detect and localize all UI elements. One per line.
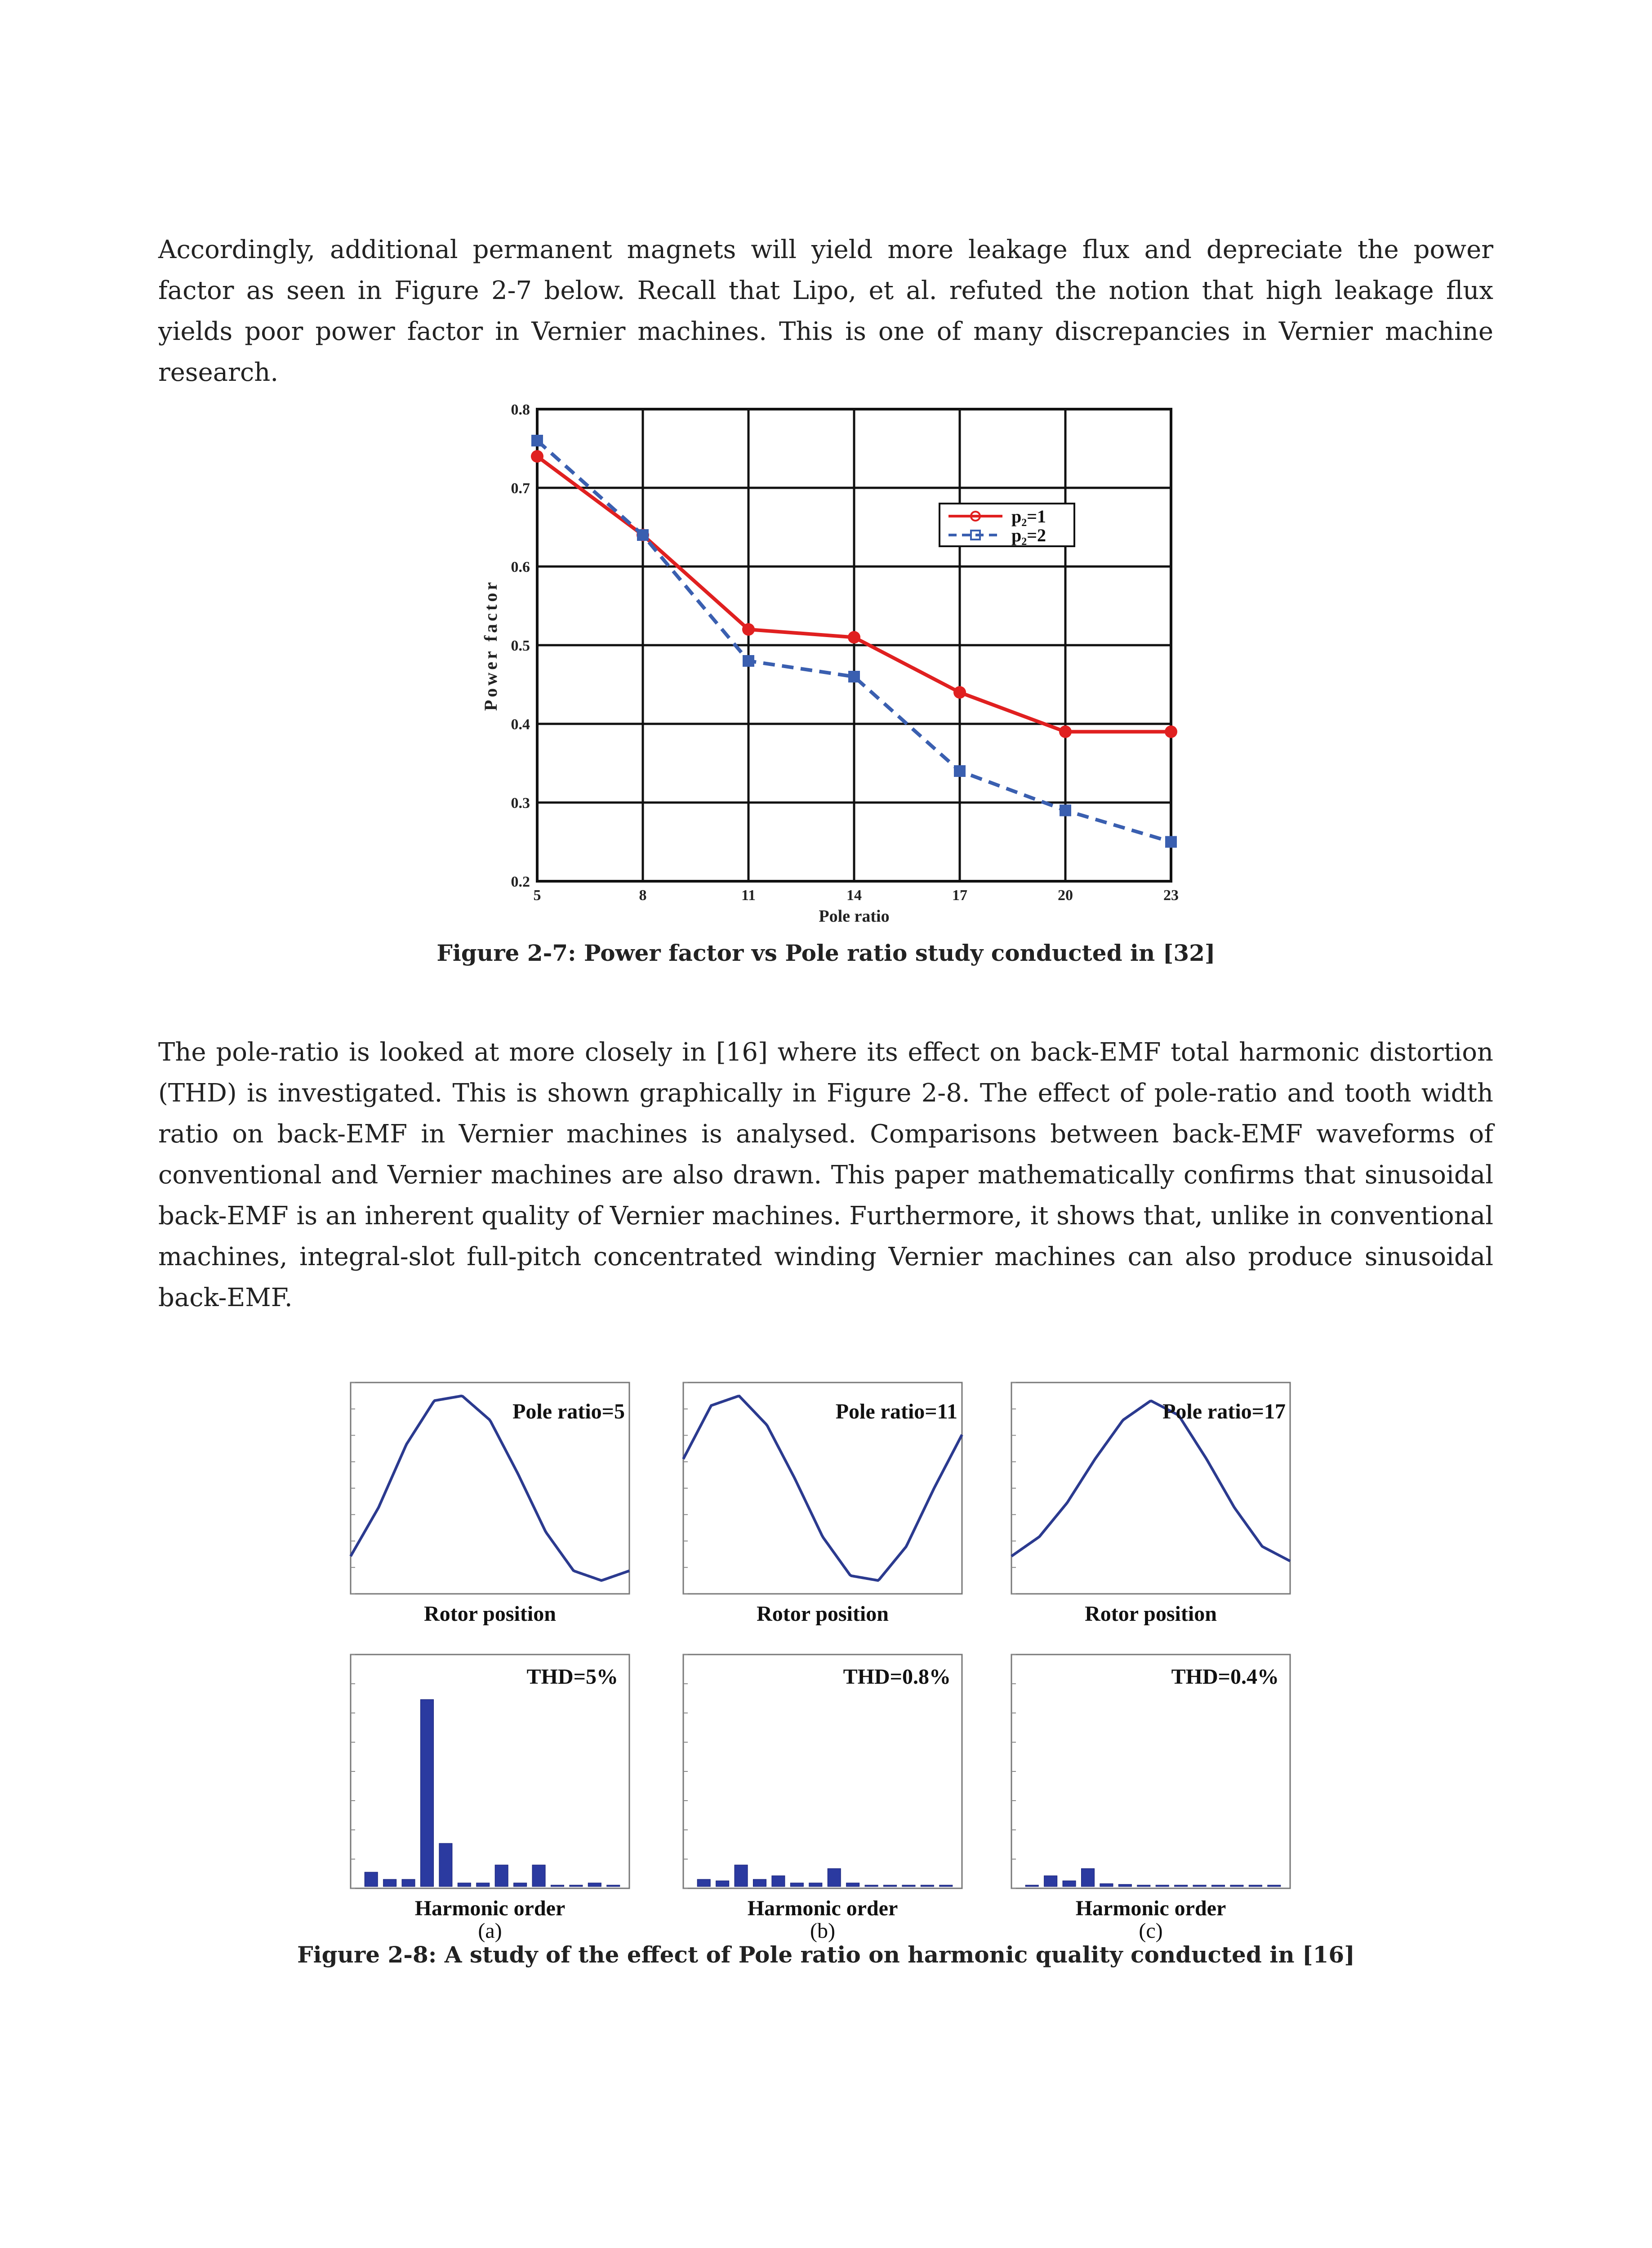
- harmonic-bar: [1249, 1885, 1262, 1887]
- y-tick-label: 0.7: [511, 480, 530, 497]
- legend-label: p₂=2: [1011, 525, 1046, 545]
- harmonic-bar: [1193, 1885, 1206, 1887]
- harmonic-bar: [846, 1883, 859, 1887]
- harmonic-bar: [458, 1883, 471, 1887]
- harmonic-bar: [1175, 1885, 1188, 1887]
- harmonic-bar: [735, 1865, 748, 1887]
- x-tick-label: 14: [846, 887, 862, 904]
- x-tick-label: 17: [952, 887, 967, 904]
- y-tick-label: 0.5: [511, 638, 530, 654]
- x-tick-label: 20: [1058, 887, 1073, 904]
- series-1-point: [848, 631, 860, 644]
- y-tick-label: 0.8: [511, 401, 530, 418]
- series-2-point: [637, 529, 649, 541]
- thd-label: THD=5%: [526, 1665, 618, 1689]
- harmonic-bar: [1230, 1885, 1243, 1887]
- series-2-point: [1165, 836, 1177, 848]
- x-tick-label: 11: [741, 887, 756, 904]
- harmonic-bar: [1118, 1884, 1131, 1887]
- spectrum-x-label: Harmonic order: [747, 1896, 898, 1920]
- thd-label: THD=0.4%: [1171, 1665, 1279, 1689]
- waveform-x-label: Rotor position: [424, 1602, 556, 1626]
- series-1-point: [531, 450, 543, 463]
- figure-2-7-chart: [472, 391, 1236, 931]
- harmonic-bar: [809, 1883, 822, 1887]
- legend-box: [940, 504, 1074, 546]
- harmonic-bar: [902, 1885, 915, 1887]
- harmonic-bar: [439, 1843, 452, 1887]
- harmonic-bar: [514, 1883, 527, 1887]
- spectrum-x-label: Harmonic order: [414, 1896, 566, 1920]
- harmonic-bar: [772, 1876, 785, 1887]
- harmonic-bar: [1082, 1869, 1095, 1887]
- legend-label: p₂=1: [1011, 506, 1046, 526]
- harmonic-bar: [716, 1881, 729, 1887]
- harmonic-bar: [1025, 1885, 1038, 1887]
- harmonic-bar: [921, 1885, 934, 1887]
- series-2-point: [954, 765, 966, 777]
- harmonic-bar: [697, 1879, 710, 1887]
- harmonic-bar: [1044, 1876, 1057, 1887]
- spectrum-panel-frame: [683, 1655, 962, 1888]
- harmonic-bar: [865, 1885, 878, 1887]
- harmonic-bar: [365, 1872, 378, 1887]
- harmonic-bar: [588, 1883, 601, 1887]
- harmonic-bar: [1268, 1885, 1281, 1887]
- harmonic-bar: [421, 1699, 434, 1887]
- spectrum-panel-frame: [1011, 1655, 1290, 1888]
- harmonic-bar: [1212, 1885, 1225, 1887]
- x-axis-label: Pole ratio: [819, 907, 890, 926]
- thd-label: THD=0.8%: [843, 1665, 951, 1689]
- series-2-point: [531, 435, 543, 446]
- harmonic-bar: [495, 1865, 508, 1887]
- figure-2-8-caption: Figure 2-8: A study of the effect of Pole ratio on harmonic quality conducted in [16]: [297, 1941, 1355, 1968]
- paragraph-2: The pole-ratio is looked at more closely in [16] where its effect on back-EMF total harmonic distortion (THD) is investigated. This is shown graphically in Figure 2-8. The effect of pole-ratio and tooth width ratio on back-EMF in Vernier machines is analysed. Comparisons between back-EMF waveforms of conventional and Vernier machines are also drawn. This paper mathematically confirms that sinusoidal back-EMF is an inherent quality of Vernier machines. Furthermore, it shows that, unlike in conventional machines, integral-slot full-pitch concentrated winding Vernier machines can also produce sinusoidal back-EMF.: [158, 1038, 1493, 1312]
- series-2-point: [743, 655, 754, 667]
- harmonic-bar: [753, 1879, 766, 1887]
- harmonic-bar: [884, 1885, 897, 1887]
- waveform-x-label: Rotor position: [1085, 1602, 1217, 1626]
- y-tick-label: 0.3: [511, 795, 530, 812]
- harmonic-bar: [402, 1879, 415, 1887]
- y-tick-label: 0.4: [511, 716, 530, 733]
- x-tick-label: 8: [639, 887, 647, 904]
- panel-letter: (c): [1139, 1919, 1163, 1942]
- spectrum-panel-frame: [351, 1655, 629, 1888]
- harmonic-bar: [1063, 1881, 1076, 1887]
- waveform-title: Pole ratio=5: [512, 1400, 625, 1423]
- harmonic-bar: [607, 1885, 620, 1887]
- series-1-point: [953, 686, 966, 699]
- figure-2-8-panels: [337, 1362, 1326, 1942]
- spectrum-x-label: Harmonic order: [1075, 1896, 1226, 1920]
- harmonic-bar: [940, 1885, 953, 1887]
- x-tick-label: 5: [533, 887, 541, 904]
- y-tick-label: 0.6: [511, 559, 530, 575]
- harmonic-bar: [790, 1883, 803, 1887]
- series-1-point: [1059, 726, 1072, 738]
- figure-2-7-caption: Figure 2-7: Power factor vs Pole ratio study conducted in [32]: [436, 940, 1216, 966]
- waveform-x-label: Rotor position: [757, 1602, 889, 1626]
- y-tick-label: 0.2: [511, 874, 530, 890]
- harmonic-bar: [570, 1885, 583, 1887]
- panel-letter: (a): [478, 1919, 502, 1942]
- paragraph-1: Accordingly, additional permanent magnets will yield more leakage flux and depreciate the power factor as seen in Figure 2-7 below. Recall that Lipo, et al. refuted the notion that high leakage flux yields poor power factor in Vernier machines. This is one of many discrepancies in Vernier machine research.: [158, 235, 1493, 387]
- harmonic-bar: [551, 1885, 564, 1887]
- x-tick-label: 23: [1163, 887, 1179, 904]
- harmonic-bar: [476, 1883, 490, 1887]
- harmonic-bar: [828, 1869, 841, 1887]
- y-axis-label: Power factor: [481, 579, 501, 711]
- harmonic-bar: [1137, 1885, 1150, 1887]
- series-1-point: [742, 623, 755, 636]
- panel-letter: (b): [810, 1919, 835, 1942]
- series-1-point: [1165, 726, 1177, 738]
- harmonic-bar: [1100, 1884, 1113, 1887]
- waveform-title: Pole ratio=11: [835, 1400, 957, 1423]
- harmonic-bar: [383, 1879, 396, 1887]
- series-2-point: [1060, 805, 1071, 816]
- series-2-point: [848, 671, 860, 682]
- harmonic-bar: [1156, 1885, 1169, 1887]
- harmonic-bar: [532, 1865, 545, 1887]
- waveform-title: Pole ratio=17: [1162, 1400, 1286, 1423]
